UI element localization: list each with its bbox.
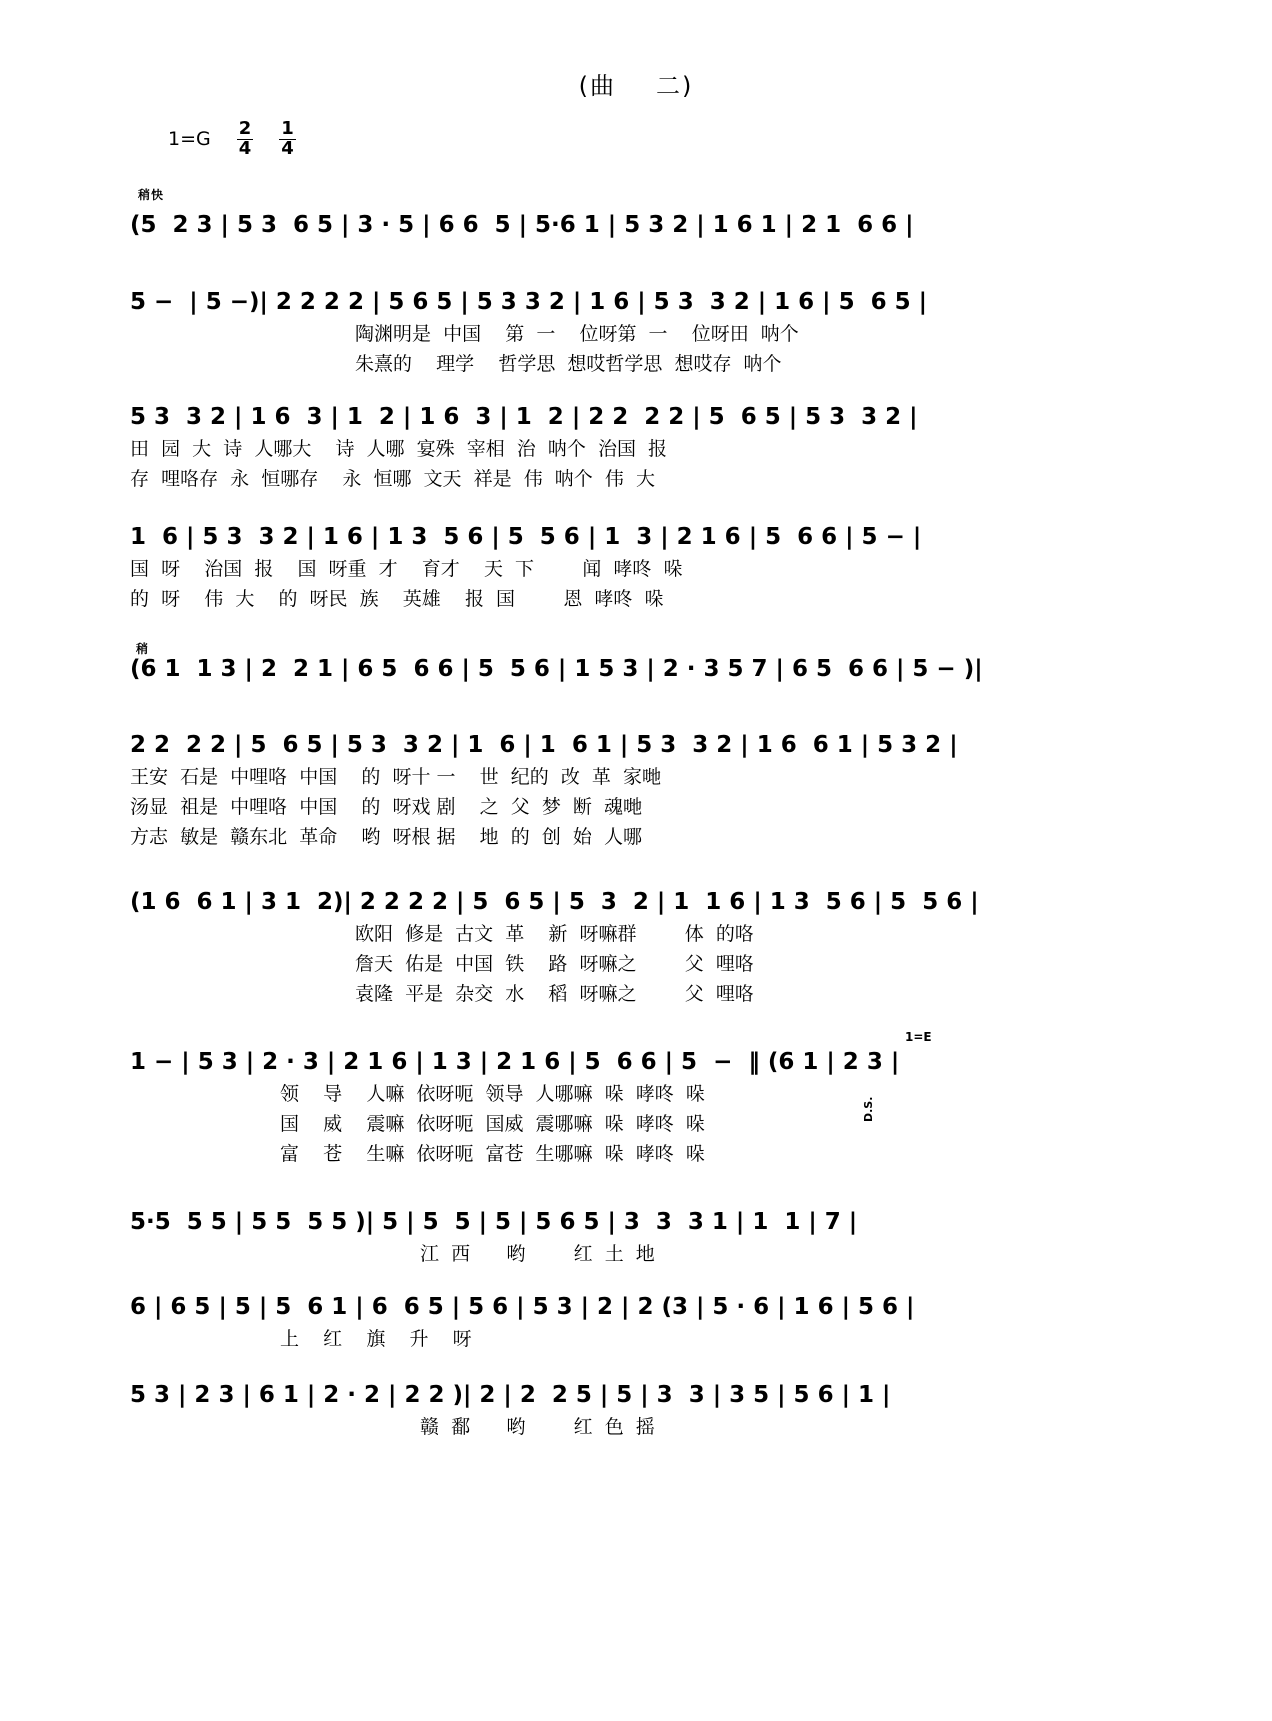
system-7-lyric-1: 欧阳 修是 古文 革 新 呀嘛群 体 的咯: [355, 923, 754, 945]
system-7-lyric-3: 袁隆 平是 杂交 水 稻 呀嘛之 父 哩咯: [355, 983, 754, 1005]
system-1: [130, 208, 1150, 242]
system-2-notes: 5 − | 5 −)| 2 2 2 2 | 5 6 5 | 5 3 3 2 | 1 6 | 5 3 3 2 | 1 6 | 5 6 5 |: [130, 289, 928, 315]
system-3-lyric-2: 存 哩咯存 永 恒哪存 永 恒哪 文天 祥是 伟 呐个 伟 大: [130, 468, 655, 490]
system-6-notes: 2 2 2 2 | 5 6 5 | 5 3 3 2 | 1 6 | 1 6 1 | 5 3 3 2 | 1 6 6 1 | 5 3 2 |: [130, 732, 958, 758]
system-2-lyric-1: 陶渊明是 中国 第 一 位呀第 一 位呀田 呐个: [355, 323, 799, 345]
system-5-notes: (6 1 1 3 | 2 2 1 | 6 5 6 6 | 5 5 6 | 1 5 3 | 2 · 3 5 7 | 6 5 6 6 | 5 − )|: [130, 656, 983, 682]
key-and-meter: [168, 120, 296, 159]
title-main: (曲: [578, 72, 616, 100]
meter-1-4: $\frac{1}{4}$: [281, 118, 294, 159]
page-title: [0, 66, 1272, 101]
key-signature: 1=G: [168, 128, 211, 151]
system-9-notes: 5·5 5 5 | 5 5 5 5 )| 5 | 5 5 | 5 | 5 6 5 | 3 3 3 1 | 1 1 | 7 |: [130, 1209, 858, 1235]
system-1-notes: (5 2 3 | 5 3 6 5 | 3 · 5 | 6 6 5 | 5·6 1 | 5 3 2 | 1 6 1 | 2 1 6 6 |: [130, 212, 914, 238]
system-11-notes: 5 3 | 2 3 | 6 1 | 2 · 2 | 2 2 )| 2 | 2 2 5 | 5 | 3 3 | 3 5 | 5 6 | 1 |: [130, 1382, 891, 1408]
system-8-lyric-3: 富 苍 生嘛 依呀呃 富苍 生哪嘛 哚 哮咚 哚: [280, 1143, 705, 1165]
system-4: [130, 520, 1150, 614]
system-4-lyric-1: 国 呀 治国 报 国 呀重 才 育才 天 下 闻 哮咚 哚: [130, 558, 683, 580]
system-3-notes: 5 3 3 2 | 1 6 3 | 1 2 | 1 6 3 | 1 2 | 2 2 2 2 | 5 6 5 | 5 3 3 2 |: [130, 404, 918, 430]
system-9-lyric-1: 江 西 哟 红 土 地: [420, 1243, 655, 1265]
system-11-lyric-1: 赣 鄱 哟 红 色 摇: [420, 1416, 655, 1438]
system-5: [130, 652, 1150, 686]
system-8-notes: 1 − | 5 3 | 2 · 3 | 2 1 6 | 1 3 | 2 1 6 | 5 6 6 | 5 − ‖ (6 1 | 2 3 |: [130, 1049, 900, 1075]
system-7: [130, 885, 1150, 1009]
system-8: [130, 1045, 1150, 1169]
system-6-lyric-1: 王安 石是 中哩咯 中国 的 呀十 一 世 纪的 改 革 家哋: [130, 766, 661, 788]
system-4-lyric-2: 的 呀 伟 大 的 呀民 族 英雄 报 国 恩 哮咚 哚: [130, 588, 664, 610]
system-6-lyric-3: 方志 敏是 赣东北 革命 哟 呀根 据 地 的 创 始 人哪: [130, 826, 642, 848]
system-3-lyric-1: 田 园 大 诗 人哪大 诗 人哪 宴殊 宰相 治 呐个 治国 报: [130, 438, 668, 460]
system-10-notes: 6 | 6 5 | 5 | 5 6 1 | 6 6 5 | 5 6 | 5 3 | 2 | 2 (3 | 5 · 6 | 1 6 | 5 6 |: [130, 1294, 915, 1320]
system-6: [130, 728, 1150, 852]
system-7-notes: (1 6 6 1 | 3 1 2)| 2 2 2 2 | 5 6 5 | 5 3 2 | 1 1 6 | 1 3 5 6 | 5 5 6 |: [130, 889, 979, 915]
system-6-lyric-2: 汤显 祖是 中哩咯 中国 的 呀戏 剧 之 父 梦 断 魂哋: [130, 796, 642, 818]
repeat-marker: 稍: [136, 642, 150, 656]
ds-mark: D.S.: [862, 1096, 875, 1122]
system-9: [130, 1205, 1150, 1269]
meter-2-4: $\frac{2}{4}$: [238, 118, 252, 159]
key-change-label: 1=E: [905, 1030, 932, 1044]
tempo-marker-intro: 稍快: [138, 188, 165, 202]
system-11: [130, 1378, 1150, 1442]
system-10-lyric-1: 上 红 旗 升 呀: [280, 1328, 472, 1350]
system-2: [130, 285, 1150, 379]
system-8-lyric-1: 领 导 人嘛 依呀呃 领导 人哪嘛 哚 哮咚 哚: [280, 1083, 705, 1105]
system-4-notes: 1 6 | 5 3 3 2 | 1 6 | 1 3 5 6 | 5 5 6 | 1 3 | 2 1 6 | 5 6 6 | 5 − |: [130, 524, 922, 550]
system-7-lyric-2: 詹天 佑是 中国 铁 路 呀嘛之 父 哩咯: [355, 953, 754, 975]
system-10: [130, 1290, 1150, 1354]
system-3: [130, 400, 1150, 494]
system-2-lyric-2: 朱熹的 理学 哲学思 想哎哲学思 想哎存 呐个: [355, 353, 782, 375]
system-8-lyric-2: 国 威 震嘛 依呀呃 国威 震哪嘛 哚 哮咚 哚: [280, 1113, 705, 1135]
title-second: 二): [656, 72, 694, 100]
